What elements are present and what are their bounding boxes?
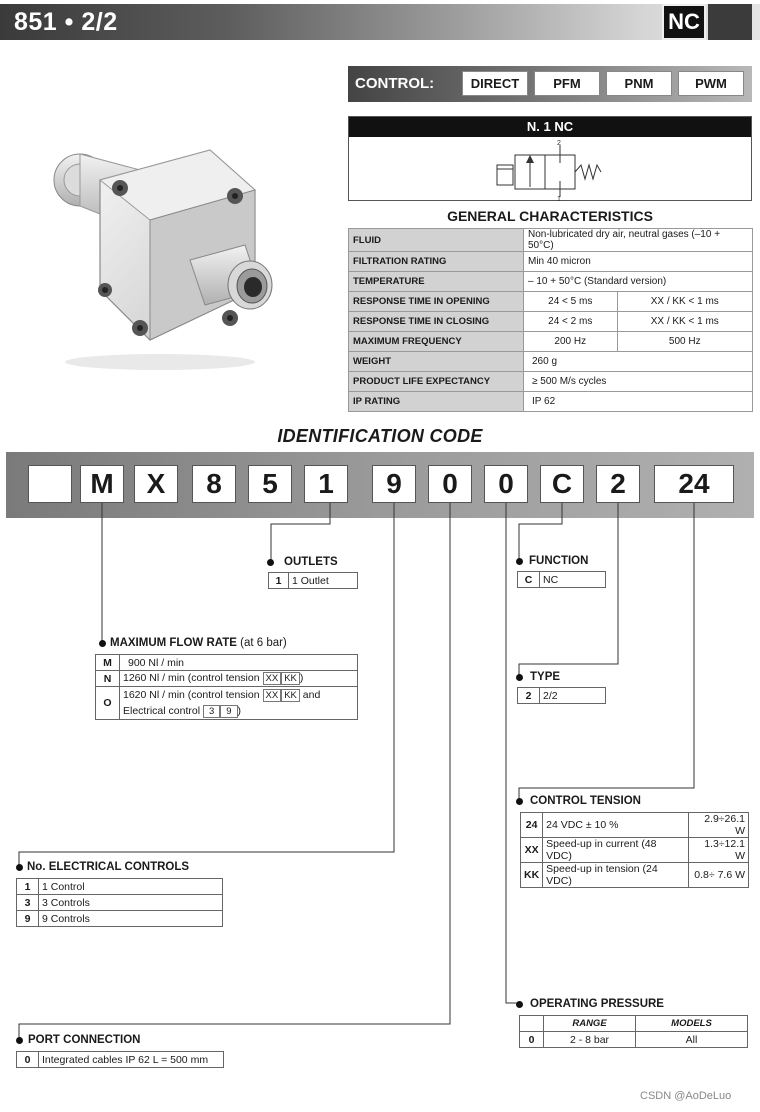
- option-label: 9 Controls: [39, 911, 223, 927]
- port-label-1: 1: [557, 196, 561, 201]
- row-value: 200 Hz: [524, 332, 618, 352]
- option-code: 0: [520, 1032, 544, 1048]
- row-label: FILTRATION RATING: [349, 252, 524, 272]
- identification-code-title: IDENTIFICATION CODE: [277, 426, 483, 446]
- code-box-x: X: [134, 465, 178, 503]
- table-row: [17, 1052, 224, 1068]
- page-title: 851 • 2/2: [14, 8, 118, 36]
- option-label: 2/2: [540, 688, 606, 704]
- flow-text: ): [299, 672, 304, 684]
- option-power: 1.3÷12.1 W: [688, 838, 748, 863]
- option-label: 24 VDC ± 10 %: [543, 813, 688, 838]
- control-option-direct: DIRECT: [462, 71, 528, 96]
- bullet-icon: [516, 1001, 523, 1008]
- code-box-type: 2: [596, 465, 640, 503]
- flow-text: and: [302, 689, 321, 701]
- pressure-models: All: [636, 1032, 748, 1048]
- row-value: IP 62: [524, 392, 753, 412]
- bullet-icon: [516, 558, 523, 565]
- max-flow-title-text: MAXIMUM FLOW RATE: [110, 637, 237, 649]
- flow-text: ): [237, 705, 242, 717]
- code-box-port: 0: [428, 465, 472, 503]
- row-label: RESPONSE TIME IN CLOSING: [349, 312, 524, 332]
- option-code: N: [96, 671, 120, 687]
- table-row: [17, 879, 223, 895]
- type-title: TYPE: [530, 671, 561, 683]
- empty-cell: [520, 1016, 544, 1032]
- control-option-pwm: PWM: [678, 71, 744, 96]
- code-chip: KK: [281, 672, 300, 685]
- port-connection-table: [16, 1051, 224, 1068]
- table-row: [96, 655, 358, 671]
- code-box-5: 5: [248, 465, 292, 503]
- type-table: [517, 687, 606, 704]
- column-header: RANGE: [544, 1016, 636, 1032]
- nc-badge: NC: [662, 4, 706, 40]
- control-option-pnm: PNM: [606, 71, 672, 96]
- flow-text: 1260 Nl / min (control tension: [123, 672, 260, 684]
- code-box-electrical: 9: [372, 465, 416, 503]
- option-label: 3 Controls: [39, 895, 223, 911]
- code-box-8: 8: [192, 465, 236, 503]
- function-title: FUNCTION: [529, 555, 589, 567]
- port-connection-title: PORT CONNECTION: [28, 1034, 141, 1046]
- code-box-m: M: [80, 465, 124, 503]
- option-code: C: [518, 572, 540, 588]
- function-table: [517, 571, 606, 588]
- table-row: [17, 911, 223, 927]
- code-chip: 9: [220, 705, 237, 718]
- option-code: 24: [521, 813, 543, 838]
- row-label: WEIGHT: [349, 352, 524, 372]
- row-label: FLUID: [349, 229, 524, 252]
- row-value: 24 < 5 ms: [524, 292, 618, 312]
- option-label: Speed-up in tension (24 VDC): [543, 863, 688, 888]
- bullet-icon: [267, 559, 274, 566]
- option-code: M: [96, 655, 120, 671]
- control-tension-title: CONTROL TENSION: [530, 795, 641, 807]
- bullet-icon: [16, 864, 23, 871]
- option-label: 1 Outlet: [289, 573, 358, 589]
- flow-text: 1620 Nl / min (control tension: [123, 689, 260, 701]
- option-code: 1: [269, 573, 289, 589]
- option-code: 2: [518, 688, 540, 704]
- option-code: 3: [17, 895, 39, 911]
- option-label: [120, 671, 358, 687]
- general-characteristics-title: GENERAL CHARACTERISTICS: [447, 208, 653, 224]
- row-label: MAXIMUM FREQUENCY: [349, 332, 524, 352]
- row-value: Non-lubricated dry air, neutral gases (–10 + 50°C): [524, 229, 753, 252]
- control-option-pfm: PFM: [534, 71, 600, 96]
- control-tension-table: [520, 812, 749, 888]
- option-code: O: [96, 687, 120, 720]
- port-label-2: 2: [557, 140, 561, 147]
- option-label: 900 Nl / min: [120, 655, 358, 671]
- option-code: XX: [521, 838, 543, 863]
- row-value: XX / KK < 1 ms: [617, 312, 753, 332]
- control-label: CONTROL:: [355, 75, 435, 92]
- max-flow-table: [95, 654, 358, 720]
- row-value: XX / KK < 1 ms: [617, 292, 753, 312]
- option-code: 0: [17, 1052, 39, 1068]
- operating-pressure-title: OPERATING PRESSURE: [530, 998, 664, 1010]
- table-row: [521, 863, 749, 888]
- code-chip: 3: [203, 705, 220, 718]
- row-label: PRODUCT LIFE EXPECTANCY: [349, 372, 524, 392]
- option-label: Speed-up in current (48 VDC): [543, 838, 688, 863]
- row-value: 260 g: [524, 352, 753, 372]
- option-label: Integrated cables IP 62 L = 500 mm: [39, 1052, 224, 1068]
- table-row: [96, 671, 358, 687]
- max-flow-title: [110, 637, 287, 649]
- electrical-controls-table: [16, 878, 223, 927]
- option-label: 1 Control: [39, 879, 223, 895]
- column-header: MODELS: [636, 1016, 748, 1032]
- table-row: [269, 573, 358, 589]
- row-label: RESPONSE TIME IN OPENING: [349, 292, 524, 312]
- table-row: [518, 688, 606, 704]
- flow-text: Electrical control: [123, 705, 201, 717]
- row-value: – 10 + 50°C (Standard version): [524, 272, 753, 292]
- bullet-icon: [16, 1037, 23, 1044]
- code-chip: KK: [281, 689, 300, 702]
- code-box-function: C: [540, 465, 584, 503]
- table-row: [520, 1032, 748, 1048]
- row-value: 24 < 2 ms: [524, 312, 618, 332]
- bullet-icon: [516, 798, 523, 805]
- row-label: TEMPERATURE: [349, 272, 524, 292]
- max-flow-title-note: (at 6 bar): [240, 637, 287, 649]
- row-value: 500 Hz: [617, 332, 753, 352]
- outlets-table: [268, 572, 358, 589]
- electrical-controls-title: No. ELECTRICAL CONTROLS: [27, 861, 190, 873]
- bullet-icon: [99, 640, 106, 647]
- table-row: [17, 895, 223, 911]
- row-value: ≥ 500 M/s cycles: [524, 372, 753, 392]
- table-row: [520, 1016, 748, 1032]
- table-row: [518, 572, 606, 588]
- code-chip: XX: [263, 689, 282, 702]
- outlets-title: OUTLETS: [284, 556, 338, 568]
- option-label: [120, 687, 358, 720]
- option-code: 1: [17, 879, 39, 895]
- table-row: [96, 687, 358, 720]
- symbol-title: N. 1 NC: [349, 117, 751, 137]
- pressure-range: 2 - 8 bar: [544, 1032, 636, 1048]
- table-row: [521, 813, 749, 838]
- code-box-tension: 24: [654, 465, 734, 503]
- row-label: IP RATING: [349, 392, 524, 412]
- option-code: KK: [521, 863, 543, 888]
- table-row: [521, 838, 749, 863]
- code-box-pressure: 0: [484, 465, 528, 503]
- option-power: 0.8÷ 7.6 W: [688, 863, 748, 888]
- bullet-icon: [516, 674, 523, 681]
- code-chip: XX: [263, 672, 282, 685]
- row-value: Min 40 micron: [524, 252, 753, 272]
- watermark: CSDN @AoDeLuo: [640, 1090, 732, 1102]
- option-power: 2.9÷26.1 W: [688, 813, 748, 838]
- code-box-outlets: 1: [304, 465, 348, 503]
- option-label: NC: [540, 572, 606, 588]
- option-code: 9: [17, 911, 39, 927]
- operating-pressure-table: [519, 1015, 748, 1048]
